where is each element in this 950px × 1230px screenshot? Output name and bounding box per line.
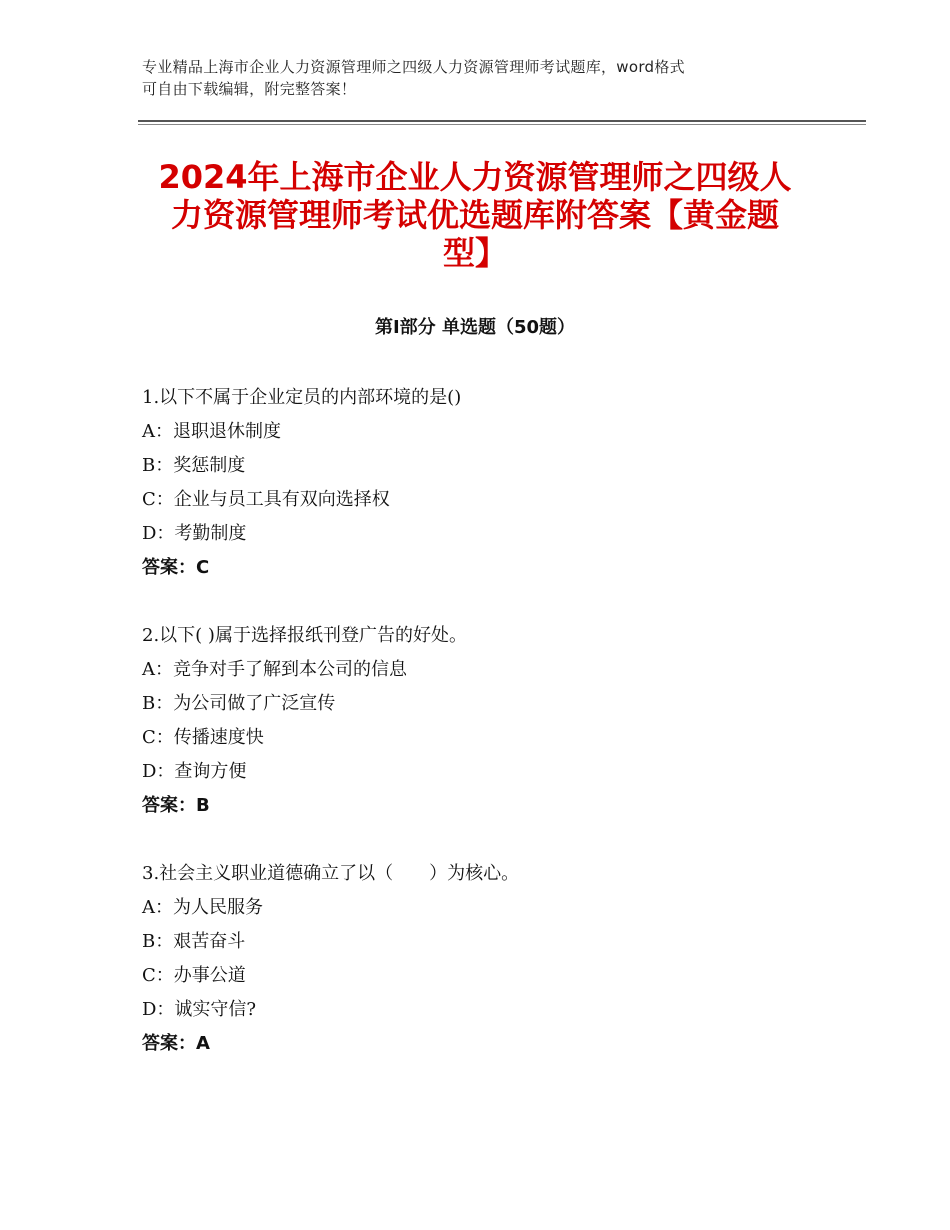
option-d: D：考勤制度 [142,523,247,544]
option-b: B：奖惩制度 [142,455,246,476]
question-list [142,381,842,1095]
option-b: B：为公司做了广泛宣传 [142,693,336,714]
option-a: A：竞争对手了解到本公司的信息 [142,659,407,680]
answer-label: 答案：A [142,1033,210,1054]
title-line-2: 力资源管理师考试优选题库附答案【黄金题 [170,196,779,234]
question-item [142,619,842,823]
option-b: B：艰苦奋斗 [142,931,246,952]
answer-label: 答案：B [142,795,210,816]
header-note [142,56,822,100]
option-c: C：企业与员工具有双向选择权 [142,489,390,510]
question-item [142,381,842,585]
header-note-line-1: 专业精品上海市企业人力资源管理师之四级人力资源管理师考试题库，word格式 [142,58,685,76]
question-stem: 1.以下不属于企业定员的内部环境的是() [142,387,462,408]
option-a: A：为人民服务 [142,897,263,918]
header-divider-thin [138,124,866,125]
document-title [120,158,830,272]
header-divider-thick [138,120,866,122]
section-title: 第Ⅰ部分 单选题（50题） [374,317,575,338]
header-note-line-2: 可自由下载编辑，附完整答案！ [142,80,357,98]
option-d: D：查询方便 [142,761,247,782]
title-line-3: 型】 [442,234,507,272]
question-stem: 3.社会主义职业道德确立了以（ ）为核心。 [142,863,520,884]
option-d: D：诚实守信? [142,999,257,1020]
option-a: A：退职退休制度 [142,421,281,442]
question-item [142,857,842,1061]
option-c: C：传播速度快 [142,727,264,748]
answer-label: 答案：C [142,557,210,578]
title-line-1: 2024年上海市企业人力资源管理师之四级人 [158,158,792,196]
option-c: C：办事公道 [142,965,246,986]
question-stem: 2.以下( )属于选择报纸刊登广告的好处。 [142,625,467,646]
